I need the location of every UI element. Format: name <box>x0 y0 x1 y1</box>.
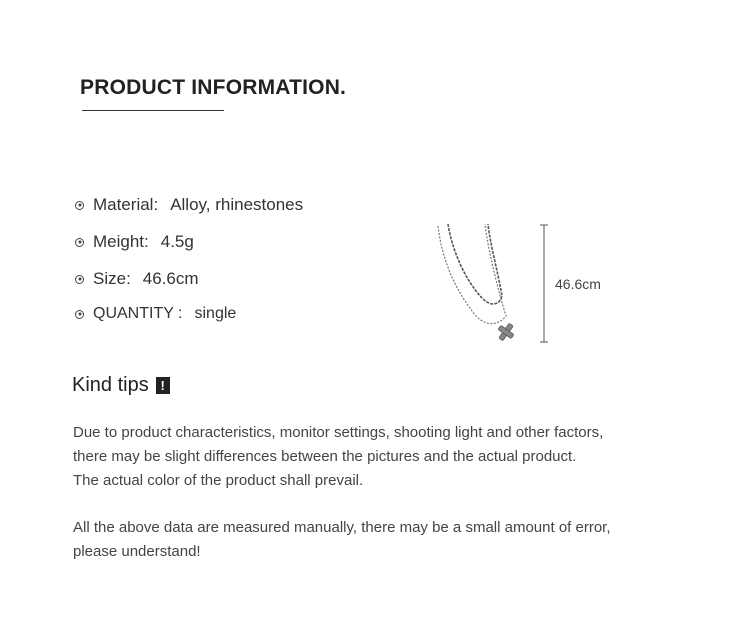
tips-paragraph-2 <box>73 516 611 564</box>
exclamation-icon: ! <box>156 377 170 394</box>
cross-pendant-icon <box>494 320 517 344</box>
circle-bullet-icon <box>75 275 84 284</box>
tips-line: All the above data are measured manually, there may be a small amount of error, <box>73 519 611 536</box>
spec-label: QUANTITY : <box>93 305 183 322</box>
circle-bullet-icon <box>75 310 84 319</box>
page-title: PRODUCT INFORMATION. <box>80 76 347 99</box>
measure-label: 46.6cm <box>555 276 601 292</box>
spec-value: 46.6cm <box>142 269 199 288</box>
tips-line: Due to product characteristics, monitor settings, shooting light and other factors, <box>73 424 604 441</box>
spec-item-size <box>75 269 199 289</box>
circle-bullet-icon <box>75 238 84 247</box>
spec-value: Alloy, rhinestones <box>170 195 304 214</box>
tips-line: The actual color of the product shall prevail. <box>73 472 364 489</box>
tips-line: there may be slight differences between the pictures and the actual product. <box>73 448 577 465</box>
necklace-image <box>430 220 555 345</box>
spec-item-weight <box>75 232 194 252</box>
spec-label: Meight: <box>93 232 149 251</box>
tips-paragraph-1 <box>73 421 603 493</box>
spec-value: single <box>194 305 237 322</box>
spec-item-quantity <box>75 305 236 323</box>
tips-line: please understand! <box>73 543 201 560</box>
kind-tips-heading <box>72 374 170 397</box>
spec-item-material <box>75 195 303 215</box>
circle-bullet-icon <box>75 201 84 210</box>
spec-value: 4.5g <box>160 232 194 251</box>
title-underline <box>82 110 224 111</box>
spec-label: Material: <box>93 195 159 214</box>
kind-tips-title: Kind tips <box>72 374 149 396</box>
necklace-inner-chain <box>448 224 502 304</box>
spec-label: Size: <box>93 269 131 288</box>
necklace-outer-chain <box>438 224 506 324</box>
